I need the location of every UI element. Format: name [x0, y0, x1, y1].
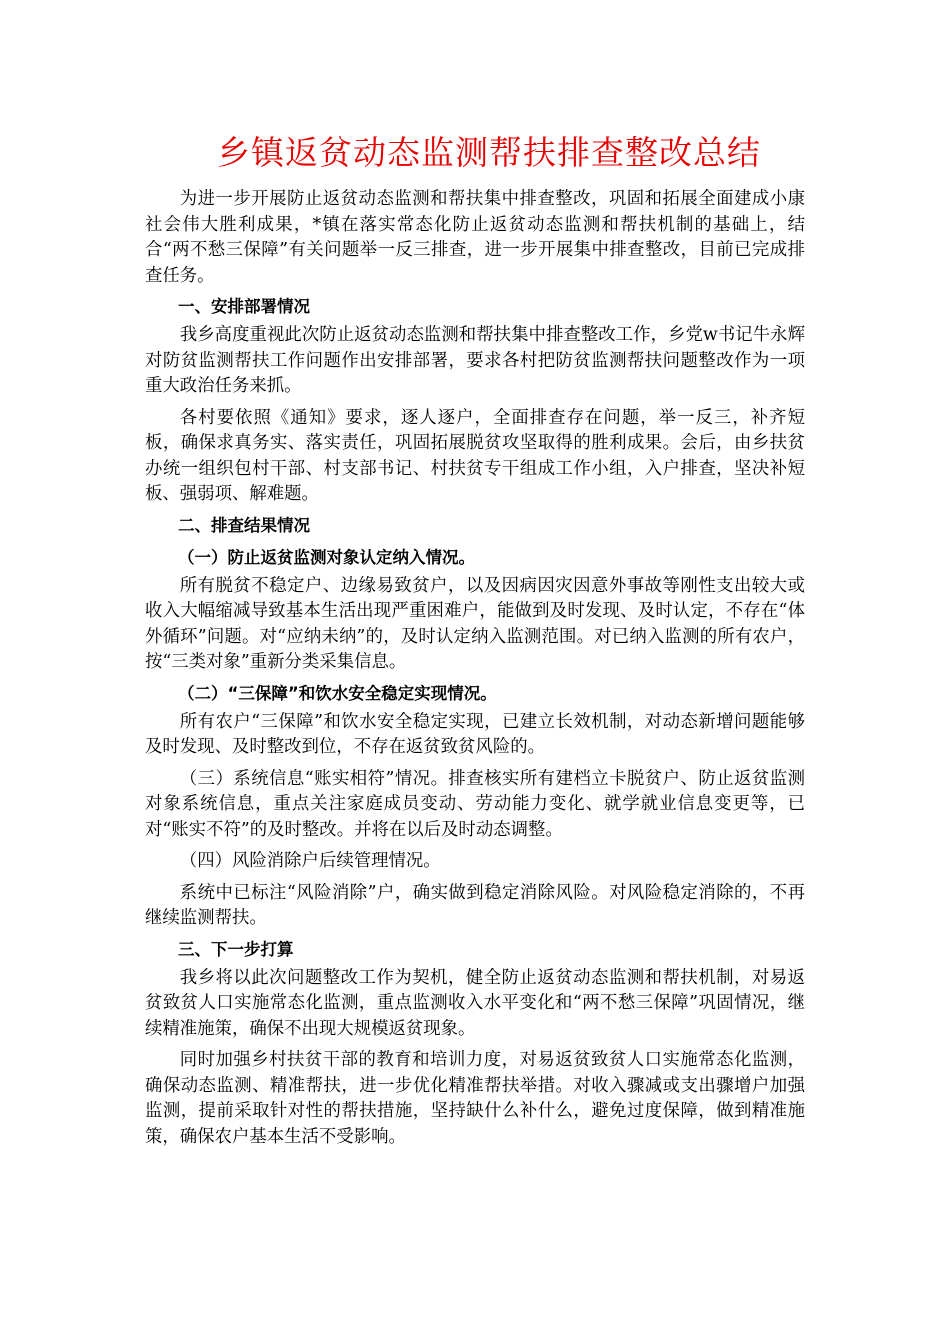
paragraph-system-info: （三）系统信息“账实相符”情况。排查核实所有建档立卡脱贫户、防止返贫监测对象系统信息，重点关注家庭成员变动、劳动能力变化、就学就业信息变更等，已对“账实不符”的及时整改。并将在以后及时动态调整。 [145, 768, 805, 840]
paragraph-next-steps-1: 我乡将以此次问题整改工作为契机，健全防止返贫动态监测和帮扶机制，对易返贫致贫人口实施常态化监测，重点监测收入水平变化和“两不愁三保障”巩固情况，继续精准施策，确保不出现大规模返贫现象。 [145, 967, 805, 1039]
paragraph-arrangement-1: 我乡高度重视此次防止返贫动态监测和帮扶集中排查整改工作，乡党w书记牛永辉对防贫监测帮扶工作问题作出安排部署，要求各村把防贫监测帮扶问题整改作为一项重大政治任务来抓。 [145, 325, 805, 396]
subheading-three-guarantees: （二）“三保障”和饮水安全稳定实现情况。 [178, 683, 497, 703]
paragraph-monitoring-targets: 所有脱贫不稳定户、边缘易致贫户，以及因病因灾因意外事故等刚性支出较大或收入大幅缩减导致基本生活出现严重困难户，能做到及时发现、及时认定，不存在“体外循环”问题。对“应纳未纳”的，及时认定纳入监测范围。对已纳入监测的所有农户，按“三类对象”重新分类采集信息。 [145, 575, 805, 672]
subheading-monitoring-targets: （一）防止返贫监测对象认定纳入情况。 [178, 547, 475, 567]
paragraph-risk-removal: 系统中已标注“风险消除”户，确实做到稳定消除风险。对风险稳定消除的，不再继续监测帮扶。 [145, 882, 805, 928]
section-heading-next-steps: 三、下一步打算 [178, 939, 294, 959]
paragraph-next-steps-2: 同时加强乡村扶贫干部的教育和培训力度，对易返贫致贫人口实施常态化监测，确保动态监测、精准帮扶，进一步优化精准帮扶举措。对收入骤减或支出骤增户加强监测，提前采取针对性的帮扶措施，坚持缺什么补什么，避免过度保障，做到精准施策，确保农户基本生活不受影响。 [145, 1050, 805, 1147]
document-title: 乡镇返贫动态监测帮扶排查整改总结 [217, 133, 761, 172]
paragraph-risk-removal-title: （四）风险消除户后续管理情况。 [179, 851, 441, 871]
paragraph-arrangement-2: 各村要依照《通知》要求，逐人逐户，全面排查存在问题，举一反三，补齐短板，确保求真务实、落实责任，巩固拓展脱贫攻坚取得的胜利成果。会后，由乡扶贫办统一组织包村干部、村支部书记、村扶贫专干组成工作小组，入户排查，坚决补短板、强弱项、解难题。 [145, 407, 805, 504]
paragraph-three-guarantees: 所有农户“三保障”和饮水安全稳定实现，已建立长效机制，对动态新增问题能够及时发现、及时整改到位，不存在返贫致贫风险的。 [145, 711, 805, 757]
intro-paragraph: 为进一步开展防止返贫动态监测和帮扶集中排查整改，巩固和拓展全面建成小康社会伟大胜利成果，*镇在落实常态化防止返贫动态监测和帮扶机制的基础上，结合“两不愁三保障”有关问题举一反三排查，进一步开展集中排查整改，目前已完成排查任务。 [145, 189, 805, 286]
section-heading-arrangement: 一、安排部署情况 [178, 297, 310, 316]
document-page [145, 130, 805, 1150]
section-heading-results: 二、排查结果情况 [178, 515, 310, 535]
